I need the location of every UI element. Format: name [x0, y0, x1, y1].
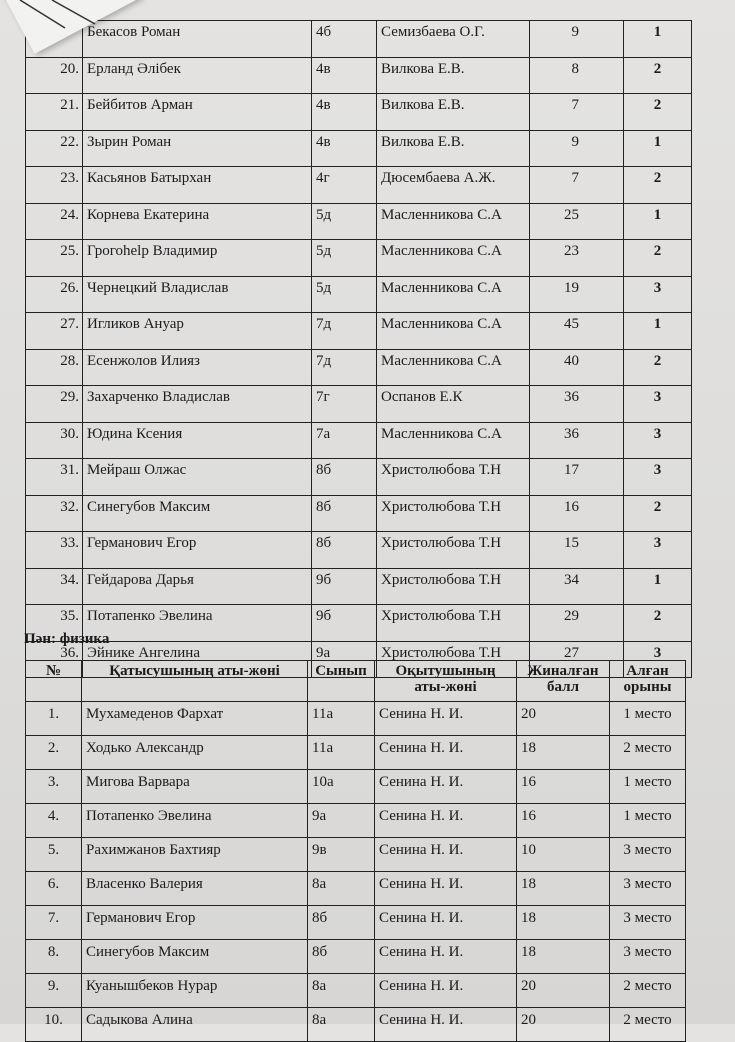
row-number: 33.: [26, 532, 83, 569]
class-cell: 9б: [312, 568, 377, 605]
score-cell: 18: [517, 906, 610, 940]
participant-name: Касьянов Батырхан: [83, 167, 312, 204]
class-cell: 10а: [308, 770, 375, 804]
score-cell: 7: [530, 167, 624, 204]
teacher-name: Сенина Н. И.: [375, 940, 517, 974]
participant-name: Потапенко Эвелина: [82, 804, 308, 838]
table-row: [26, 276, 692, 313]
participant-name: Есенжолов Илияз: [83, 349, 312, 386]
table-row: [26, 838, 686, 872]
score-cell: 36: [530, 386, 624, 423]
table-row: [26, 568, 692, 605]
class-cell: 9в: [308, 838, 375, 872]
place-cell: 2: [624, 349, 692, 386]
teacher-name: Масленникова С.А: [377, 276, 530, 313]
subject-label: Пән: физика: [24, 631, 110, 647]
teacher-name: Христолюбова Т.Н: [377, 532, 530, 569]
class-cell: 7д: [312, 313, 377, 350]
table-row: [26, 770, 686, 804]
row-number: 3.: [26, 770, 82, 804]
score-cell: 17: [530, 459, 624, 496]
row-number: 2.: [26, 736, 82, 770]
score-cell: 36: [530, 422, 624, 459]
teacher-name: Оспанов Е.К: [377, 386, 530, 423]
header-score: Жиналған балл: [517, 661, 610, 702]
score-cell: 20: [517, 702, 610, 736]
participant-name: Синегубов Максим: [82, 940, 308, 974]
place-cell: 2: [624, 57, 692, 94]
score-cell: 18: [517, 940, 610, 974]
table-row: [26, 974, 686, 1008]
row-number: 36.: [26, 641, 83, 678]
row-number: 7.: [26, 906, 82, 940]
place-cell: 1: [624, 21, 692, 58]
place-cell: 2: [624, 240, 692, 277]
teacher-name: Сенина Н. И.: [375, 974, 517, 1008]
class-cell: 8б: [308, 940, 375, 974]
participant-name: Синегубов Максим: [83, 495, 312, 532]
class-cell: 8б: [312, 495, 377, 532]
place-cell: 2 место: [610, 974, 686, 1008]
header-class: Сынып: [308, 661, 375, 702]
teacher-name: Христолюбова Т.Н: [377, 605, 530, 642]
table-row: [26, 349, 692, 386]
row-number: 24.: [26, 203, 83, 240]
table-row: [26, 240, 692, 277]
class-cell: 8а: [308, 974, 375, 1008]
teacher-name: Сенина Н. И.: [375, 804, 517, 838]
teacher-name: Сенина Н. И.: [375, 770, 517, 804]
table-row: [26, 532, 692, 569]
teacher-name: Вилкова Е.В.: [377, 130, 530, 167]
score-cell: 29: [530, 605, 624, 642]
table-row: [26, 386, 692, 423]
class-cell: 4в: [312, 130, 377, 167]
class-cell: 9а: [312, 641, 377, 678]
participant-name: Ерланд Әлібек: [83, 57, 312, 94]
participant-name: Германович Егор: [83, 532, 312, 569]
table-row: [26, 313, 692, 350]
participant-name: Рахимжанов Бахтияр: [82, 838, 308, 872]
place-cell: 3: [624, 532, 692, 569]
row-number: 30.: [26, 422, 83, 459]
class-cell: 7д: [312, 349, 377, 386]
table-row: [26, 130, 692, 167]
score-cell: 9: [530, 21, 624, 58]
row-number: 5.: [26, 838, 82, 872]
participant-name: Мейраш Олжас: [83, 459, 312, 496]
participant-name: Мигова Варвара: [82, 770, 308, 804]
row-number: 22.: [26, 130, 83, 167]
teacher-name: Христолюбова Т.Н: [377, 641, 530, 678]
class-cell: 8а: [308, 872, 375, 906]
score-cell: 8: [530, 57, 624, 94]
class-cell: 8а: [308, 1008, 375, 1042]
teacher-name: Дюсембаева А.Ж.: [377, 167, 530, 204]
class-cell: 9а: [308, 804, 375, 838]
participant-name: Корнева Екатерина: [83, 203, 312, 240]
participant-name: Ходько Александр: [82, 736, 308, 770]
participant-name: Бейбитов Арман: [83, 94, 312, 131]
teacher-name: Сенина Н. И.: [375, 702, 517, 736]
class-cell: 5д: [312, 240, 377, 277]
teacher-name: Сенина Н. И.: [375, 1008, 517, 1042]
physics-results-table: [25, 660, 686, 1042]
place-cell: 1: [624, 203, 692, 240]
score-cell: 25: [530, 203, 624, 240]
score-cell: 16: [517, 804, 610, 838]
participant-name: Бекасов Роман: [83, 21, 312, 58]
score-cell: 7: [530, 94, 624, 131]
place-cell: 3: [624, 386, 692, 423]
table-row: [26, 804, 686, 838]
score-cell: 20: [517, 974, 610, 1008]
table-row: [26, 940, 686, 974]
row-number: 34.: [26, 568, 83, 605]
place-cell: 1: [624, 130, 692, 167]
class-cell: 7г: [312, 386, 377, 423]
table-row: [26, 167, 692, 204]
participant-name: Мухамеденов Фархат: [82, 702, 308, 736]
participant-name: Германович Егор: [82, 906, 308, 940]
score-cell: 18: [517, 736, 610, 770]
teacher-name: Сенина Н. И.: [375, 906, 517, 940]
score-cell: 20: [517, 1008, 610, 1042]
score-cell: 45: [530, 313, 624, 350]
class-cell: 11а: [308, 736, 375, 770]
table-row: [26, 1008, 686, 1042]
place-cell: 3: [624, 276, 692, 313]
participant-name: Захарченко Владислав: [83, 386, 312, 423]
table-row: [26, 21, 692, 58]
row-number: 4.: [26, 804, 82, 838]
row-number: 6.: [26, 872, 82, 906]
place-cell: 1: [624, 568, 692, 605]
place-cell: 2: [624, 167, 692, 204]
table-row: [26, 459, 692, 496]
teacher-name: Масленникова С.А: [377, 349, 530, 386]
place-cell: 3: [624, 422, 692, 459]
table-row: [26, 94, 692, 131]
header-number: №: [26, 661, 82, 702]
teacher-name: Масленникова С.А: [377, 313, 530, 350]
participant-name: Эйнике Ангелина: [83, 641, 312, 678]
score-cell: 40: [530, 349, 624, 386]
class-cell: 5д: [312, 276, 377, 313]
teacher-name: Христолюбова Т.Н: [377, 568, 530, 605]
teacher-name: Семизбаева О.Г.: [377, 21, 530, 58]
score-cell: 27: [530, 641, 624, 678]
row-number: 23.: [26, 167, 83, 204]
place-cell: 2 место: [610, 1008, 686, 1042]
row-number: 28.: [26, 349, 83, 386]
table-row: [26, 702, 686, 736]
teacher-name: Вилкова Е.В.: [377, 94, 530, 131]
teacher-name: Масленникова С.А: [377, 240, 530, 277]
place-cell: 2: [624, 605, 692, 642]
score-cell: 34: [530, 568, 624, 605]
results-table-continued: [25, 20, 692, 678]
score-cell: 19: [530, 276, 624, 313]
teacher-name: Масленникова С.А: [377, 203, 530, 240]
place-cell: 3: [624, 641, 692, 678]
row-number: 21.: [26, 94, 83, 131]
participant-name: Потапенко Эвелина: [83, 605, 312, 642]
score-cell: 16: [517, 770, 610, 804]
participant-name: Власенко Валерия: [82, 872, 308, 906]
participant-name: Садыкова Алина: [82, 1008, 308, 1042]
teacher-name: Сенина Н. И.: [375, 736, 517, 770]
place-cell: 3 место: [610, 872, 686, 906]
header-teacher-name: Оқытушының аты-жөні: [375, 661, 517, 702]
class-cell: 4в: [312, 94, 377, 131]
row-number: 9.: [26, 974, 82, 1008]
participant-name: Игликов Ануар: [83, 313, 312, 350]
row-number: 32.: [26, 495, 83, 532]
teacher-name: Христолюбова Т.Н: [377, 459, 530, 496]
place-cell: 1 место: [610, 770, 686, 804]
table-row: [26, 57, 692, 94]
score-cell: 9: [530, 130, 624, 167]
row-number: 25.: [26, 240, 83, 277]
class-cell: 7а: [312, 422, 377, 459]
class-cell: 4в: [312, 57, 377, 94]
header-participant-name: Қатысушының аты-жөні: [82, 661, 308, 702]
header-place: Алған орыны: [610, 661, 686, 702]
participant-name: Куанышбеков Нурар: [82, 974, 308, 1008]
row-number: 31.: [26, 459, 83, 496]
place-cell: 3 место: [610, 940, 686, 974]
teacher-name: Масленникова С.А: [377, 422, 530, 459]
class-cell: 9б: [312, 605, 377, 642]
place-cell: 2 место: [610, 736, 686, 770]
place-cell: 1 место: [610, 702, 686, 736]
table-row: [26, 736, 686, 770]
table-header-row: [26, 661, 686, 702]
participant-name: Юдина Ксения: [83, 422, 312, 459]
table-row: [26, 872, 686, 906]
score-cell: 10: [517, 838, 610, 872]
teacher-name: Вилкова Е.В.: [377, 57, 530, 94]
place-cell: 3 место: [610, 838, 686, 872]
class-cell: 4б: [312, 21, 377, 58]
class-cell: 11а: [308, 702, 375, 736]
place-cell: 3: [624, 459, 692, 496]
row-number: 26.: [26, 276, 83, 313]
score-cell: 18: [517, 872, 610, 906]
table-row: [26, 422, 692, 459]
page-corner-lines: [0, 0, 110, 40]
place-cell: 1: [624, 313, 692, 350]
place-cell: 1 место: [610, 804, 686, 838]
class-cell: 5д: [312, 203, 377, 240]
place-cell: 3 место: [610, 906, 686, 940]
table-row: [26, 605, 692, 642]
score-cell: 23: [530, 240, 624, 277]
score-cell: 15: [530, 532, 624, 569]
participant-name: Чернецкий Владислав: [83, 276, 312, 313]
row-number: 29.: [26, 386, 83, 423]
table-row: [26, 906, 686, 940]
class-cell: 8б: [308, 906, 375, 940]
participant-name: Грогоhelp Владимир: [83, 240, 312, 277]
teacher-name: Сенина Н. И.: [375, 872, 517, 906]
class-cell: 8б: [312, 532, 377, 569]
row-number: 10.: [26, 1008, 82, 1042]
participant-name: Гейдарова Дарья: [83, 568, 312, 605]
table-row: [26, 203, 692, 240]
row-number: 1.: [26, 702, 82, 736]
row-number: 20.: [26, 57, 83, 94]
score-cell: 16: [530, 495, 624, 532]
class-cell: 8б: [312, 459, 377, 496]
table-row: [26, 495, 692, 532]
teacher-name: Сенина Н. И.: [375, 838, 517, 872]
row-number: 35.: [26, 605, 83, 642]
row-number: 27.: [26, 313, 83, 350]
class-cell: 4г: [312, 167, 377, 204]
row-number: 8.: [26, 940, 82, 974]
place-cell: 2: [624, 94, 692, 131]
place-cell: 2: [624, 495, 692, 532]
participant-name: Зырин Роман: [83, 130, 312, 167]
teacher-name: Христолюбова Т.Н: [377, 495, 530, 532]
